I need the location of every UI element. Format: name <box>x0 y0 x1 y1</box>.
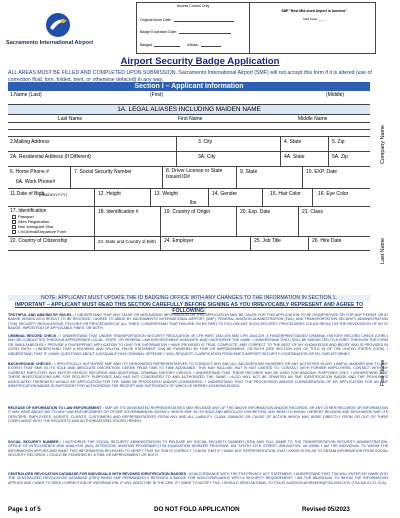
state-a-label: 4A. State <box>284 154 305 160</box>
divider <box>262 189 263 206</box>
divider <box>298 207 299 236</box>
ssn-label: 7. Social Security Number <box>74 169 132 175</box>
divider <box>308 237 309 250</box>
job-title-label: 25. Job Title <box>254 238 281 244</box>
divider <box>94 189 95 206</box>
access-divider <box>249 3 250 54</box>
identification-label: 17. Identification <box>10 208 47 214</box>
state-9-label: 9. State <box>240 169 258 175</box>
badge-number-field[interactable] <box>154 46 180 47</box>
initials-label: Initials: <box>187 43 199 47</box>
badge-number-row <box>140 43 221 47</box>
important-note: IMPORTANT – APPLICANT MUST READ THIS SECTION CAREFULLY BEFORE SIGNING AS YOU IRREVOCABLY REPRESENT AND AGREE TO FOLLOWING: <box>15 302 363 314</box>
access-control-box <box>136 2 376 54</box>
divider <box>236 207 237 236</box>
airport-name: Sacramento International Airport <box>6 40 94 46</box>
instruction-text: ALL AREAS MUST BE FILLED AND COMPLETED UPON SUBMISSION. Sacramento International Airport (SMF) will not accept this form if it is altered (use of correction fluid, torn, folded, bent, or otherwise defaced) in any way. <box>8 70 372 83</box>
mailing-address-row[interactable] <box>8 137 370 152</box>
alias-col-first: First Name <box>178 116 203 122</box>
airport-logo <box>6 12 126 52</box>
divider <box>302 167 303 188</box>
divider <box>176 152 177 166</box>
weight-label: 13. Weight <box>154 191 178 197</box>
divider <box>176 137 177 151</box>
staff-initial-stamp: Staff Initial: ____ <box>302 17 326 21</box>
lbs-label: lbs <box>190 200 197 206</box>
exp-date-20-label: 20. Exp. Date <box>240 209 271 215</box>
gender-label: 14. Gender <box>212 191 238 197</box>
page-footer <box>8 506 388 516</box>
form-title: Airport Security Badge Application <box>120 56 280 67</box>
section-1-form <box>8 82 370 251</box>
divider <box>150 189 151 206</box>
do-not-fold-notice: DO NOT FOLD APPLICATION <box>154 506 240 513</box>
divider <box>94 237 95 250</box>
legal-paragraph-crc <box>8 334 388 356</box>
legal-paragraph-release <box>8 406 388 424</box>
side-label-first: First Name <box>380 359 386 386</box>
original-issue-field[interactable] <box>174 21 234 22</box>
divider <box>160 207 161 236</box>
divider <box>70 167 71 188</box>
legal-paragraph-ssn <box>8 440 388 458</box>
city-a-label: 3A. City <box>198 154 216 160</box>
identification-row[interactable] <box>8 207 370 237</box>
divider <box>280 152 281 166</box>
middle-name-label: (Middle) <box>326 92 345 98</box>
city-label: 3. City <box>198 139 213 145</box>
divider <box>208 189 209 206</box>
mailing-address-label: 2.Mailing Address <box>10 139 50 145</box>
legal-text: I UNDERSTAND THAT ANY FALSE OR MISLEADING INFORMATION ON THIS APPLICATION MAY BE CAUSE FOR THIS APPLICATION TO BE DISAPPROVED OR FOR ANY PERMIT OR ID BADGE ISSUED AS A RESULT TO BE REVOKED. I AGREE TO ABIDE BY SACRAMENTO INTERNATIONAL AIRPORT (SMF), FEDERAL AVIATION ADMINISTRATION (FAA), AND TRANSPORTATION SECURITY ADMINISTRATION (TSA) SECURITY REGULATIONS, POLICIES OR PROCEDURES AT ALL TIMES. I UNDERSTAND THAT FAILURE ON MY PART TO FOLLOW ANY SUCH SECURITY PROCEDURES COULD RESULT IN THE REVOCATION OF MY ID BADGE, IMPOSITION OF APPLICABLE FINES, OR BOTH. <box>8 313 388 331</box>
slogan: SMF "Best Mid-sized Airport in America" <box>281 9 347 13</box>
passport-checkbox[interactable] <box>12 215 16 219</box>
residential-address-row[interactable] <box>8 152 370 167</box>
zip-label: 5. Zip <box>332 139 345 145</box>
legal-text: SMF OR ITS DESIGNATED REPRESENTATIVES MAY RELEASE ANY OF THE ABOVE INFORMATION AND/OR RECORDS, OR ANY OTHER RECORDS OR INFORMATION IT MAY HAVE ABOUT ME, TO ANY LAW ENFORCEMENT OR OTHER GOVERNMENTAL AGENCY, WHICH SMF, IN ITS SOLE AND ABSOLUTE DISCRETION, MAY NEED TO KNOW. I HEREBY RELEASE AND DISCHARGE SMF, ITS OFFICERS, EMPLOYEES, AGENTS, CLIENTS, CUSTOMERS AND REPRESENTATIVES FROM ANY AND ALL LIABILITY, CLAIM, DAMAGE OR CAUSE OF ACTION WHICH MAY ARISE DIRECTLY FROM OR OUT OF THEIR COMPLIANCE WITH THE REQUESTS AND AUTHORIZATIONS STATED HEREIN. <box>8 406 388 424</box>
divider <box>236 167 237 188</box>
divider <box>312 189 313 206</box>
work-phone-label: 6A. Work Phone# <box>16 179 56 185</box>
phone-id-row[interactable] <box>8 167 370 189</box>
page-number: Page 1 of 5 <box>8 506 41 513</box>
last-name-label: 1.Name (Last) <box>10 92 42 98</box>
original-issue-row <box>140 18 234 22</box>
alias-columns <box>8 115 370 123</box>
legal-heading: TRUTHFUL AND ABIDING BY RULES : <box>8 313 74 317</box>
height-label: 12. Height <box>98 191 121 197</box>
residential-address-label: 2A. Residential Address (If Different) <box>10 154 91 160</box>
revision-date: Revised 05/2023 <box>302 506 350 513</box>
home-phone-label: 6. Home Phone # <box>10 169 49 175</box>
legal-heading: CENTRALIZED REVOCATION DATABASE FOR INDIVIDUALS WITH REVOKED IDENTIFICATION BADGES : <box>8 472 189 476</box>
legal-paragraph-background <box>8 362 388 388</box>
class-label: 21. Class <box>302 209 323 215</box>
alias-row[interactable] <box>8 130 370 137</box>
divider <box>160 237 161 250</box>
alias-row[interactable] <box>8 123 370 130</box>
badge-number-label: Badge# <box>140 43 153 47</box>
badge-expiration-row <box>140 30 231 34</box>
legal-heading: RELEASE OF INFORMATION TO LAW ENFORCEMENT : <box>8 406 104 410</box>
legal-paragraph-crd <box>8 472 388 485</box>
hire-date-label: 26. Hire Date <box>312 238 342 244</box>
exp-date-label: 10. EXP. Date <box>306 169 338 175</box>
legal-text: IN ACCORDANCE WITH THE TSA PRIVACY ACT STATEMENT, I UNDERSTAND THAT TSA WILL ENTER MY NAME INTO THE CENTRALIZED REVOCATION DATABASE (CRD) WHEN SMF PERMANENTLY REVOKES A BADGE FOR NON-COMPLIANCE WITH A SECURITY REQUIREMENT. I AM THE INDIVIDUAL TO WHOM THE INFORMATION APPLIES AND I WANT TO SEEK CORRECTION OF INFORMATION, IF ANY, ABOUT ME IN THE CRD. IF I WANT TO NOTIFY TSA, I SHOULD SEND AN EMAIL TO TSA AT AVIATION.WORKERS@TSA.DHS.GOV (TSA-NA-21-01, IS A). <box>8 472 388 485</box>
legal-heading: BACKGROUND CHECKS : <box>8 362 54 366</box>
i94-option: I-94 Arrival/Departure Form <box>18 229 67 234</box>
non-immigrant-visa-option: Non Immigrant Visa <box>18 224 54 229</box>
badge-expiration-label: Badge Expiration Date: <box>140 30 177 34</box>
alias-col-last: Last Name <box>58 116 83 122</box>
hair-color-label: 15. Hair Color <box>270 191 301 197</box>
first-name-label: (First) <box>150 92 164 98</box>
divider <box>280 137 281 151</box>
legal-heading: SOCIAL SECURITY NUMBER : <box>8 440 62 444</box>
aliases-heading: 1A. LEGAL ALIASES INCLUDING MAIDEN NAME <box>8 105 370 115</box>
alien-registration-checkbox[interactable] <box>12 220 16 224</box>
legal-heading: CRIMINAL RECORD CHECK : <box>8 334 60 338</box>
name-row[interactable] <box>8 91 370 105</box>
birth-location-label: 23. State and Country of Birth <box>98 239 156 244</box>
divider <box>94 207 95 236</box>
id-number-label: 18. Identification # <box>98 209 139 215</box>
eye-color-label: 16. Eye Color <box>318 191 349 197</box>
access-control-title: Access Control Only <box>176 4 210 8</box>
license-label: 8. Driver License or State Issued ID# <box>166 168 223 180</box>
alien-registration-option: Alien Registration <box>18 219 50 224</box>
sacramento-logo-icon <box>44 12 72 38</box>
employer-label: 24. Employer <box>164 238 194 244</box>
divider <box>250 237 251 250</box>
dob-format: (MM/DD/YYYY) <box>39 192 67 197</box>
citizenship-row[interactable] <box>8 237 370 251</box>
country-origin-label: 19. Country of Origin <box>164 209 211 215</box>
state-label: 4. State <box>284 139 302 145</box>
legal-text: I SPECIFICALLY AUTHORIZE SMF AND ITS DESIGNATED REPRESENTATIVES TO CONDUCT ANY AND ALL BACKGROUND INQUIRIES OR ANY ACTIVITIES IN ANY LAWFUL MANNER AND TO ANY EXTENT THAT SMF, IN ITS SOLE AND ABSOLUTE DISCRETION, DEEMS FROM TIME TO TIME ADVISABLE. THIS MAY INCLUDE, BUT IS NOT LIMITED TO, CONTACT WITH FORMER EMPLOYERS, CONTACT WITH MY CURRENT EMPLOYER, ANY MOTOR VEHICLE RECORDS, AND ADDITIONAL CRIMINAL HISTORY CHECKS. I UNDERSTAND THAT THESE RECORDS MAY BE USED FOR BADGING PURPOSES ONLY. I UNDERSTAND THAT THESE INVESTIGATIONS ARE FOR SECURITY PURPOSES AND HAS NOT CONSENTED TO AND AUTHORIZED THE SAME. I ALSO WILL NOT BE GRANTED AN SMF IDENTIFICATION BADGE AND THE PRIVILEGES ASSOCIATED THEREWITH WOULD MY APPLICATION FOR THE SAME BE PROCESSED AND/OR CONSIDERED. I UNDERSTAND THAT THE PROCESSING AND/OR CONSIDERATION OF MY APPLICATION FOR AN SMF IDENTIFICATION BADGE IS SUFFICIENT FOR AUTHORIZING THE RECEIPT AND SUFFICIENCY OF WHICH IS HEREBY ACKNOWLEDGED. <box>8 362 388 388</box>
alias-col-middle: Middle Name <box>298 116 328 122</box>
divider <box>328 137 329 151</box>
dob-label: 11.Date of Birth <box>10 191 45 197</box>
divider <box>328 152 329 166</box>
badge-expiration-field[interactable] <box>179 33 231 34</box>
divider <box>162 167 163 188</box>
side-label-last: Last Name <box>380 237 386 264</box>
legal-text: I AUTHORIZE THE SOCIAL SECURITY ADMINISTRATION TO RELEASE MY SOCIAL SECURITY NUMBER (SSN) AND FULL NAME TO THE TRANSPORTATION SECURITY ADMINISTRATION, OFFICE OF INTELLIGENCE AND ANALYSIS (I&A), ATTENTION: AVIATION PROGRAMS (TSA-10)/AVIATION WORKER PROGRAM, 601 SOUTH 12TH STREET, ARLINGTON, VA 20598. I AM THE INDIVIDUAL TO WHOM THE INFORMATION APPLIES AND WANT THIS INFORMATION RELEASED TO VERIFY THAT MY SSN IS CORRECT. I KNOW THAT IF I MAKE ANY REPRESENTATION THAT I KNOW IS FALSE TO OBTAIN INFORMATION FROM SOCIAL SECURITY RECORDS, I COULD BE PUNISHED BY A FINE OR IMPRISONMENT OR BOTH. <box>8 440 389 458</box>
section-1-heading: Section I – Applicant Information <box>8 82 370 91</box>
initials-field[interactable] <box>201 46 221 47</box>
i94-checkbox[interactable] <box>12 230 16 234</box>
physical-row[interactable] <box>8 189 370 207</box>
passport-option: Passport <box>18 214 34 219</box>
legal-paragraph-truthful <box>8 313 388 331</box>
original-issue-label: Original Issue Date: <box>140 18 172 22</box>
non-immigrant-visa-checkbox[interactable] <box>12 225 16 229</box>
zip-a-label: 5A. Zip <box>332 154 348 160</box>
update-note: NOTE: APPLICANT MUST UPDATE THE ID BADGING OFFICE WITH ANY CHANGES TO THE INFORMATION IN SECTION 1. <box>8 295 370 301</box>
side-label-company: Company Name <box>380 125 386 164</box>
citizenship-label: 22. Country of Citizenship <box>10 238 68 244</box>
legal-text: I UNDERSTAND THAT UNDER TRANSPORTATION SECURITY REGULATION 49 CFR PART 1542.209 AND CFR 1544.229, A FINGERPRINT BASED CRIMINAL HISTORY RECORD CHECK (CHRC) MAY BE CONDUCTED THROUGH APPROPRIATE LOCAL, STATE, OR FEDERAL LAW ENFORCEMENT AGENCIES, AND I AUTHORIZE THE SAME. I UNDERSTAND THAT I WILL BE SUBJECTED TO A CHRC THROUGH THE FORM OR SIMULTANEOUSLY PROVIDE A FINGERPRINT APPLICATION TO GIVE THE INFORMATION I HAVE PROVIDED IS TRUE, COMPLETE, AND CORRECT TO THE BEST OF MY KNOWLEDGE AND BELIEF AND IS PROVIDED IN GOOD FAITH. I UNDERSTAND THAT A KNOWING AND WILLFUL FALSE STATEMENT CAN BE PUNISHED BY FINE OR IMPRISONMENT, OR BOTH (SEE SECTION 1001 OF TITLE 18 OF THE UNITED STATES CODE). I UNDERSTAND THAT IF I HAVE QUESTIONS ABOUT A DISQUALIFYING CRIMINAL OFFENSE, I WILL REQUEST CLARIFICATION FROM SMF'S AIRPORT SECURITY COORDINATOR OR MY CMR ATTORNEY. <box>8 334 389 356</box>
